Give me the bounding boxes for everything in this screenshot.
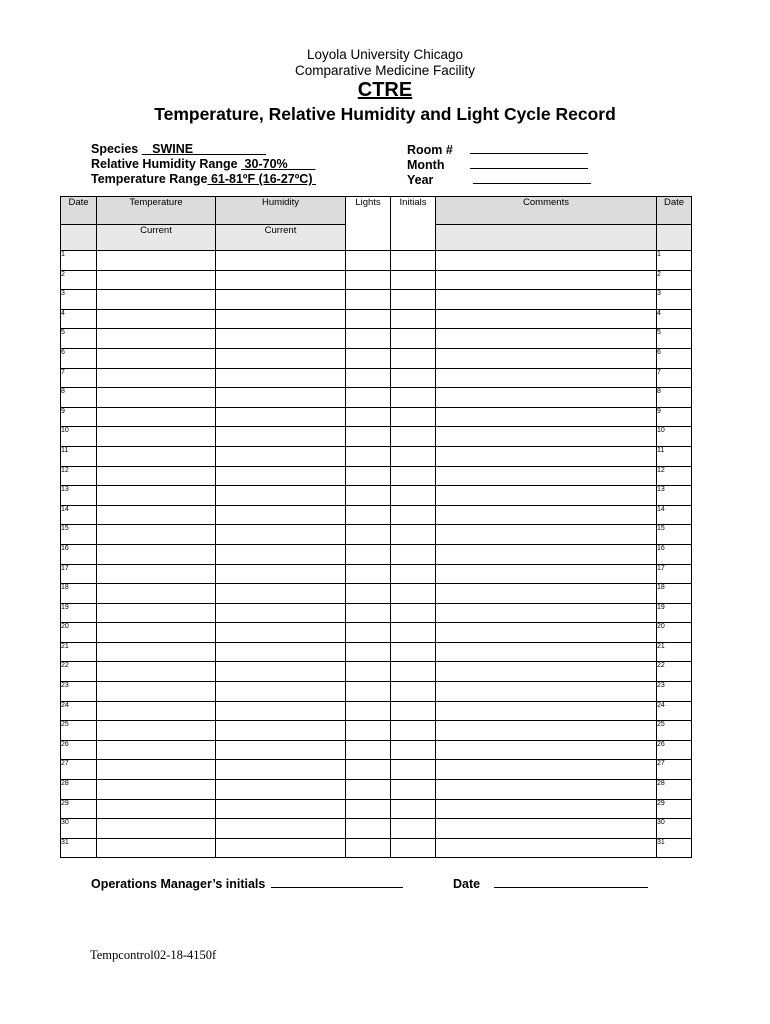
humidity-cell[interactable] [216, 799, 346, 819]
humidity-cell[interactable] [216, 407, 346, 427]
comments-cell[interactable] [436, 290, 657, 310]
row-date: 10 [61, 427, 97, 447]
row-date: 31 [61, 838, 97, 858]
row-date-right: 21 [657, 642, 692, 662]
initials-cell[interactable] [391, 270, 436, 290]
row-date-right: 6 [657, 348, 692, 368]
table-row [61, 584, 692, 604]
humidity-cell[interactable] [216, 564, 346, 584]
footer-date-line [453, 876, 648, 891]
row-date-right: 11 [657, 446, 692, 466]
initials-cell[interactable] [391, 780, 436, 800]
table-row [61, 486, 692, 506]
record-table [60, 196, 692, 858]
humidity-cell[interactable] [216, 486, 346, 506]
temperature-cell[interactable] [97, 623, 216, 643]
row-date-right: 23 [657, 682, 692, 702]
footer-date-field[interactable] [494, 876, 648, 888]
comments-cell[interactable] [436, 388, 657, 408]
row-date: 6 [61, 348, 97, 368]
initials-cell[interactable] [391, 525, 436, 545]
humidity-cell[interactable] [216, 701, 346, 721]
row-date-right: 18 [657, 584, 692, 604]
row-date-right: 25 [657, 721, 692, 741]
comments-cell[interactable] [436, 701, 657, 721]
temperature-cell[interactable] [97, 662, 216, 682]
room-line [407, 142, 588, 158]
lights-cell[interactable] [346, 838, 391, 858]
form-number: Tempcontrol02-18-4150f [90, 948, 217, 962]
initials-cell[interactable] [391, 368, 436, 388]
humidity-cell[interactable] [216, 329, 346, 349]
row-date-right: 12 [657, 466, 692, 486]
row-date-right: 3 [657, 290, 692, 310]
row-date: 20 [61, 623, 97, 643]
lights-cell[interactable] [346, 603, 391, 623]
header-humidity: Humidity [216, 197, 346, 225]
row-date: 4 [61, 309, 97, 329]
comments-cell[interactable] [436, 446, 657, 466]
initials-cell[interactable] [391, 290, 436, 310]
form-title: CTRE [357, 79, 413, 101]
table-row [61, 623, 692, 643]
year-field[interactable] [473, 172, 591, 184]
lights-cell[interactable] [346, 662, 391, 682]
humidity-cell[interactable] [216, 662, 346, 682]
humidity-cell[interactable] [216, 270, 346, 290]
table-row [61, 799, 692, 819]
room-field[interactable] [470, 142, 588, 154]
row-date-right: 29 [657, 799, 692, 819]
lights-cell[interactable] [346, 407, 391, 427]
initials-cell[interactable] [391, 701, 436, 721]
row-date-right: 20 [657, 623, 692, 643]
table-row [61, 446, 692, 466]
row-date: 15 [61, 525, 97, 545]
temperature-cell[interactable] [97, 740, 216, 760]
lights-cell[interactable] [346, 721, 391, 741]
comments-cell[interactable] [436, 486, 657, 506]
row-date: 5 [61, 329, 97, 349]
temperature-cell[interactable] [97, 446, 216, 466]
comments-cell[interactable] [436, 329, 657, 349]
table-row [61, 682, 692, 702]
temperature-range-label: Temperature Range [91, 172, 208, 186]
header-lights: Lights [346, 197, 391, 251]
lights-cell[interactable] [346, 486, 391, 506]
table-row [61, 348, 692, 368]
table-row [61, 525, 692, 545]
room-label: Room # [407, 143, 453, 157]
lights-cell[interactable] [346, 368, 391, 388]
row-date-right: 10 [657, 427, 692, 447]
species-value: SWINE [152, 142, 194, 156]
lights-cell[interactable] [346, 329, 391, 349]
initials-cell[interactable] [391, 251, 436, 271]
comments-cell[interactable] [436, 623, 657, 643]
initials-cell[interactable] [391, 740, 436, 760]
humidity-cell[interactable] [216, 427, 346, 447]
humidity-cell[interactable] [216, 446, 346, 466]
table-row [61, 270, 692, 290]
temperature-cell[interactable] [97, 584, 216, 604]
row-date-right: 15 [657, 525, 692, 545]
comments-cell[interactable] [436, 799, 657, 819]
row-date-right: 4 [657, 309, 692, 329]
row-date: 30 [61, 819, 97, 839]
lights-cell[interactable] [346, 309, 391, 329]
initials-cell[interactable] [391, 446, 436, 466]
header-temperature: Temperature [97, 197, 216, 225]
subheader-comments-blank [436, 225, 657, 251]
humidity-cell[interactable] [216, 740, 346, 760]
comments-cell[interactable] [436, 525, 657, 545]
row-date-right: 28 [657, 780, 692, 800]
temperature-cell[interactable] [97, 466, 216, 486]
humidity-cell[interactable] [216, 466, 346, 486]
institution-name: Loyola University Chicago [306, 47, 464, 62]
row-date: 28 [61, 780, 97, 800]
month-line [407, 157, 588, 173]
initials-cell[interactable] [391, 388, 436, 408]
comments-cell[interactable] [436, 780, 657, 800]
initials-cell[interactable] [391, 682, 436, 702]
humidity-cell[interactable] [216, 603, 346, 623]
comments-cell[interactable] [436, 564, 657, 584]
temperature-cell[interactable] [97, 251, 216, 271]
row-date-right: 17 [657, 564, 692, 584]
table-row [61, 466, 692, 486]
humidity-cell[interactable] [216, 721, 346, 741]
table-row [61, 368, 692, 388]
humidity-cell[interactable] [216, 623, 346, 643]
comments-cell[interactable] [436, 642, 657, 662]
lights-cell[interactable] [346, 819, 391, 839]
humidity-cell[interactable] [216, 290, 346, 310]
row-date: 7 [61, 368, 97, 388]
temperature-cell[interactable] [97, 701, 216, 721]
lights-cell[interactable] [346, 642, 391, 662]
table-row [61, 721, 692, 741]
row-date: 2 [61, 270, 97, 290]
temperature-cell[interactable] [97, 486, 216, 506]
initials-cell[interactable] [391, 348, 436, 368]
header-date: Date [61, 197, 97, 225]
temperature-cell[interactable] [97, 290, 216, 310]
table-row [61, 642, 692, 662]
initials-cell[interactable] [391, 603, 436, 623]
comments-cell[interactable] [436, 251, 657, 271]
row-date-right: 31 [657, 838, 692, 858]
row-date-right: 27 [657, 760, 692, 780]
temperature-cell[interactable] [97, 780, 216, 800]
initials-cell[interactable] [391, 584, 436, 604]
temperature-cell[interactable] [97, 368, 216, 388]
temperature-cell[interactable] [97, 348, 216, 368]
temperature-cell[interactable] [97, 642, 216, 662]
table-row [61, 838, 692, 858]
row-date: 16 [61, 544, 97, 564]
row-date-right: 8 [657, 388, 692, 408]
facility-name: Comparative Medicine Facility [294, 63, 476, 78]
footer-date-label: Date [453, 877, 481, 891]
table-row [61, 740, 692, 760]
humidity-cell[interactable] [216, 760, 346, 780]
row-date: 24 [61, 701, 97, 721]
lights-cell[interactable] [346, 388, 391, 408]
row-date: 8 [61, 388, 97, 408]
row-date-right: 14 [657, 505, 692, 525]
temperature-cell[interactable] [97, 544, 216, 564]
subheader-humidity-current: Current [216, 225, 346, 251]
lights-cell[interactable] [346, 760, 391, 780]
lights-cell[interactable] [346, 446, 391, 466]
lights-cell[interactable] [346, 348, 391, 368]
lights-cell[interactable] [346, 564, 391, 584]
initials-cell[interactable] [391, 642, 436, 662]
comments-cell[interactable] [436, 466, 657, 486]
row-date-right: 5 [657, 329, 692, 349]
table-row [61, 427, 692, 447]
comments-cell[interactable] [436, 721, 657, 741]
temperature-cell[interactable] [97, 721, 216, 741]
comments-cell[interactable] [436, 348, 657, 368]
table-row [61, 329, 692, 349]
initials-cell[interactable] [391, 662, 436, 682]
table-header-row [61, 197, 692, 225]
row-date-right: 26 [657, 740, 692, 760]
comments-cell[interactable] [436, 270, 657, 290]
temperature-cell[interactable] [97, 819, 216, 839]
comments-cell[interactable] [436, 407, 657, 427]
row-date: 21 [61, 642, 97, 662]
humidity-cell[interactable] [216, 348, 346, 368]
row-date-right: 7 [657, 368, 692, 388]
humidity-cell[interactable] [216, 682, 346, 702]
day-rows [61, 251, 692, 858]
initials-cell[interactable] [391, 819, 436, 839]
row-date: 9 [61, 407, 97, 427]
table-row [61, 290, 692, 310]
lights-cell[interactable] [346, 682, 391, 702]
lights-cell[interactable] [346, 270, 391, 290]
month-field[interactable] [470, 157, 588, 169]
humidity-range-label: Relative Humidity Range [91, 157, 238, 171]
initials-cell[interactable] [391, 564, 436, 584]
month-label: Month [407, 158, 445, 172]
row-date: 12 [61, 466, 97, 486]
header-date-right: Date [657, 197, 692, 225]
row-date-right: 19 [657, 603, 692, 623]
humidity-cell[interactable] [216, 838, 346, 858]
row-date-right: 1 [657, 251, 692, 271]
header-comments: Comments [436, 197, 657, 225]
initials-cell[interactable] [391, 721, 436, 741]
temperature-cell[interactable] [97, 427, 216, 447]
comments-cell[interactable] [436, 427, 657, 447]
humidity-cell[interactable] [216, 642, 346, 662]
table-row [61, 603, 692, 623]
manager-initials-field[interactable] [271, 876, 403, 888]
temperature-cell[interactable] [97, 329, 216, 349]
temperature-range-line [91, 172, 316, 187]
temperature-cell[interactable] [97, 270, 216, 290]
lights-cell[interactable] [346, 740, 391, 760]
comments-cell[interactable] [436, 309, 657, 329]
comments-cell[interactable] [436, 544, 657, 564]
temperature-cell[interactable] [97, 309, 216, 329]
initials-cell[interactable] [391, 427, 436, 447]
table-row [61, 819, 692, 839]
species-line [91, 142, 266, 157]
header-initials: Initials [391, 197, 436, 251]
comments-cell[interactable] [436, 505, 657, 525]
initials-cell[interactable] [391, 407, 436, 427]
row-date: 19 [61, 603, 97, 623]
comments-cell[interactable] [436, 682, 657, 702]
humidity-cell[interactable] [216, 525, 346, 545]
initials-cell[interactable] [391, 838, 436, 858]
comments-cell[interactable] [436, 819, 657, 839]
humidity-cell[interactable] [216, 309, 346, 329]
humidity-range-value: 30-70% [244, 157, 288, 171]
row-date-right: 16 [657, 544, 692, 564]
lights-cell[interactable] [346, 623, 391, 643]
row-date-right: 13 [657, 486, 692, 506]
table-row [61, 662, 692, 682]
initials-cell[interactable] [391, 486, 436, 506]
comments-cell[interactable] [436, 368, 657, 388]
row-date: 25 [61, 721, 97, 741]
initials-cell[interactable] [391, 309, 436, 329]
humidity-cell[interactable] [216, 544, 346, 564]
institution-header [0, 47, 770, 79]
year-line [407, 172, 591, 188]
humidity-range-line [91, 157, 315, 172]
lights-cell[interactable] [346, 780, 391, 800]
comments-cell[interactable] [436, 584, 657, 604]
table-row [61, 407, 692, 427]
species-label: Species [91, 142, 139, 156]
humidity-cell[interactable] [216, 368, 346, 388]
row-date-right: 24 [657, 701, 692, 721]
humidity-cell[interactable] [216, 505, 346, 525]
initials-cell[interactable] [391, 466, 436, 486]
year-label: Year [407, 173, 434, 187]
temperature-cell[interactable] [97, 525, 216, 545]
temperature-cell[interactable] [97, 564, 216, 584]
row-date: 1 [61, 251, 97, 271]
comments-cell[interactable] [436, 760, 657, 780]
temperature-cell[interactable] [97, 682, 216, 702]
lights-cell[interactable] [346, 251, 391, 271]
subheader-date-blank [61, 225, 97, 251]
initials-cell[interactable] [391, 544, 436, 564]
humidity-cell[interactable] [216, 584, 346, 604]
table-row [61, 760, 692, 780]
humidity-cell[interactable] [216, 251, 346, 271]
temperature-cell[interactable] [97, 505, 216, 525]
temperature-cell[interactable] [97, 838, 216, 858]
comments-cell[interactable] [436, 740, 657, 760]
lights-cell[interactable] [346, 544, 391, 564]
lights-cell[interactable] [346, 584, 391, 604]
lights-cell[interactable] [346, 505, 391, 525]
initials-cell[interactable] [391, 329, 436, 349]
lights-cell[interactable] [346, 427, 391, 447]
comments-cell[interactable] [436, 662, 657, 682]
row-date: 17 [61, 564, 97, 584]
row-date-right: 2 [657, 270, 692, 290]
subheader-date-right-blank [657, 225, 692, 251]
row-date: 18 [61, 584, 97, 604]
lights-cell[interactable] [346, 701, 391, 721]
initials-cell[interactable] [391, 760, 436, 780]
row-date: 22 [61, 662, 97, 682]
temperature-range-value: 61-81ºF (16-27ºC) [210, 172, 313, 186]
lights-cell[interactable] [346, 525, 391, 545]
comments-cell[interactable] [436, 838, 657, 858]
subheader-temperature-current: Current [97, 225, 216, 251]
humidity-cell[interactable] [216, 780, 346, 800]
manager-initials-label: Operations Manager’s initials [91, 877, 266, 891]
initials-cell[interactable] [391, 799, 436, 819]
table-row [61, 780, 692, 800]
row-date: 3 [61, 290, 97, 310]
table-row [61, 564, 692, 584]
temperature-cell[interactable] [97, 799, 216, 819]
table-row [61, 701, 692, 721]
manager-initials-line [91, 876, 403, 891]
initials-cell[interactable] [391, 623, 436, 643]
row-date: 26 [61, 740, 97, 760]
row-date-right: 9 [657, 407, 692, 427]
row-date-right: 22 [657, 662, 692, 682]
table-row [61, 251, 692, 271]
humidity-cell[interactable] [216, 388, 346, 408]
table-row [61, 544, 692, 564]
temperature-cell[interactable] [97, 603, 216, 623]
temperature-cell[interactable] [97, 388, 216, 408]
row-date: 14 [61, 505, 97, 525]
row-date: 13 [61, 486, 97, 506]
humidity-cell[interactable] [216, 819, 346, 839]
table-row [61, 505, 692, 525]
table-row [61, 388, 692, 408]
initials-cell[interactable] [391, 505, 436, 525]
row-date: 29 [61, 799, 97, 819]
form-subtitle: Temperature, Relative Humidity and Light Cycle Record [154, 104, 616, 124]
row-date: 27 [61, 760, 97, 780]
row-date: 11 [61, 446, 97, 466]
row-date: 23 [61, 682, 97, 702]
temperature-cell[interactable] [97, 760, 216, 780]
lights-cell[interactable] [346, 290, 391, 310]
row-date-right: 30 [657, 819, 692, 839]
temperature-cell[interactable] [97, 407, 216, 427]
lights-cell[interactable] [346, 799, 391, 819]
comments-cell[interactable] [436, 603, 657, 623]
lights-cell[interactable] [346, 466, 391, 486]
table-row [61, 309, 692, 329]
